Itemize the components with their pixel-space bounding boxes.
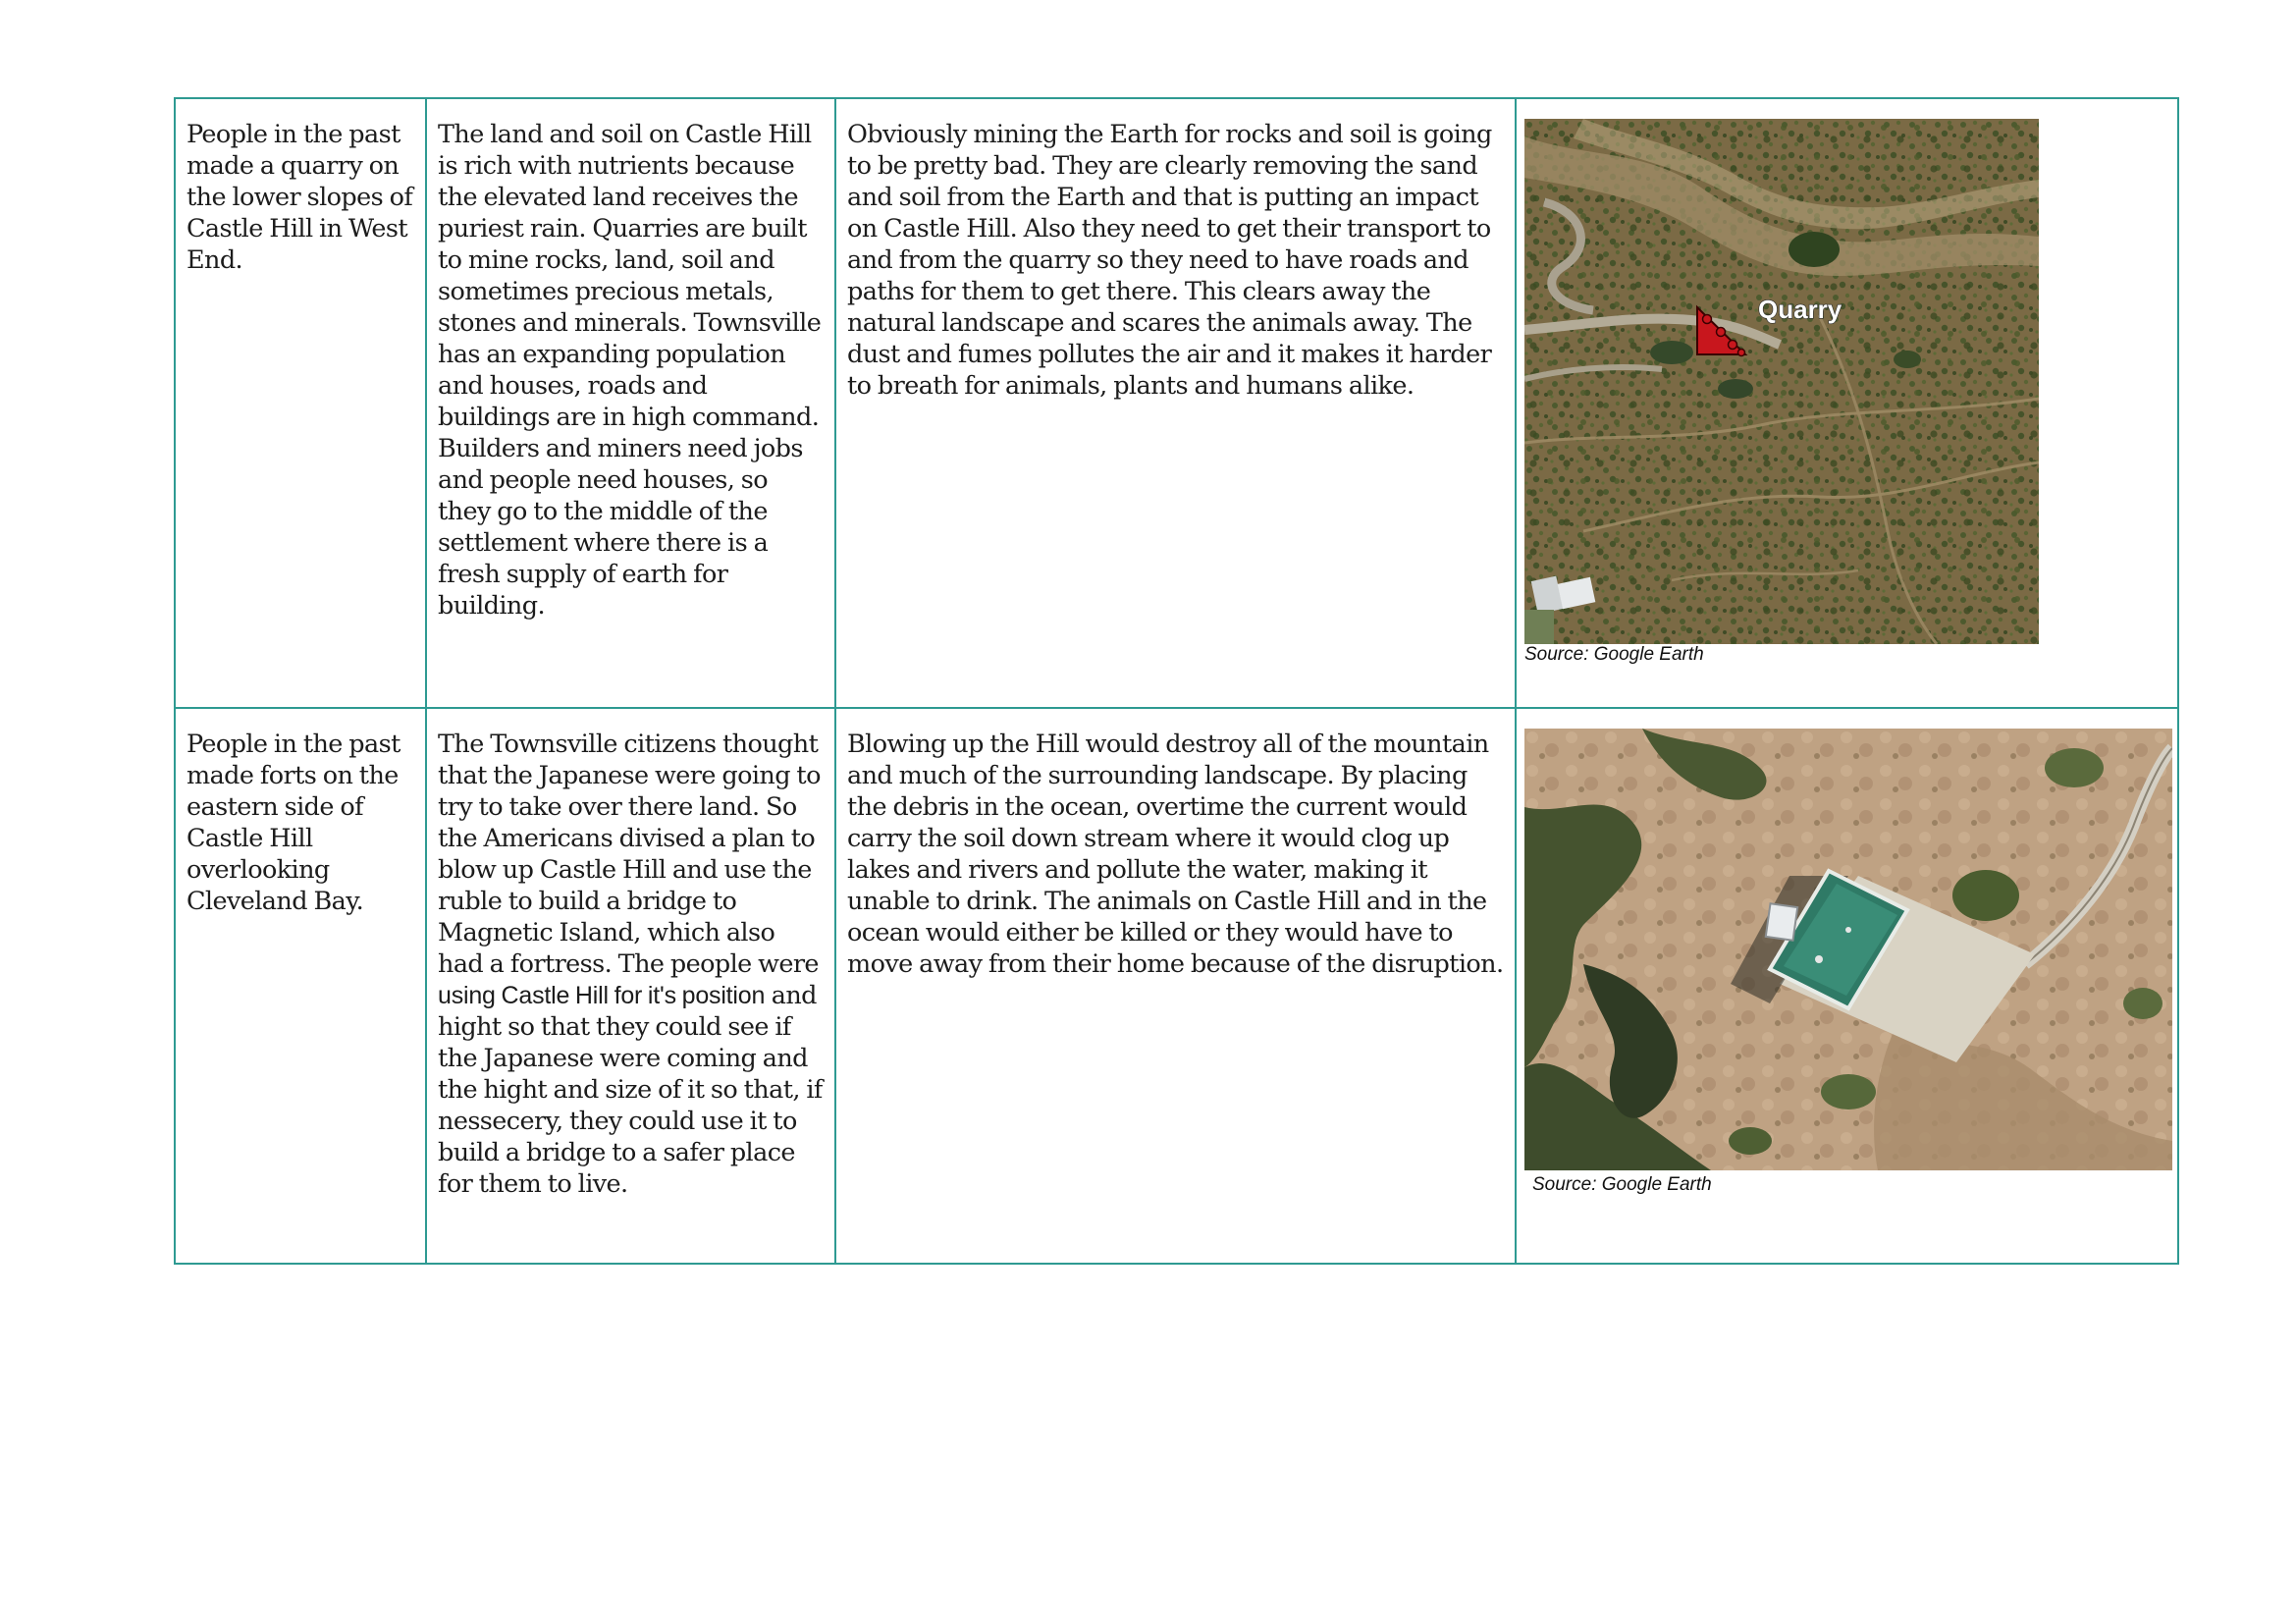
cell-image-forts xyxy=(1516,708,2178,1264)
reason-forts-part3: and hight so that they could see if the Japanese were coming and the hight and size of it so that, if nessecery, they could use it to build a bridge to a safer place for them to live. xyxy=(438,981,823,1199)
cell-history-forts xyxy=(175,708,426,1264)
cell-reason-forts xyxy=(426,708,835,1264)
fort-satellite-image xyxy=(1524,729,2171,1170)
table-row-forts xyxy=(175,708,2178,1264)
reason-forts-part1: The Townsville citizens thought that the Japanese were going to try to take over there land. So the Americans divised a plan to blow up Castle Hill and use the ruble to build a bridge to Magnetic Island, which also had a fortress. The people were xyxy=(438,730,821,979)
impact-quarry-text: Obviously mining the Earth for rocks and soil is going to be pretty bad. They are clearly removing the sand and soil from the Earth and that is putting an impact on Castle Hill. Also they need to get their transport to and from the quarry so they need to have roads and paths for them to get there. This clears away the natural landscape and scares the animals away. The dust and fumes pollutes the air and it makes it harder to breath for animals, plants and humans alike. xyxy=(847,120,1492,401)
image-source-caption: Source: Google Earth xyxy=(1532,1174,1712,1195)
cell-image-quarry xyxy=(1516,98,2178,708)
cell-impact-forts xyxy=(835,708,1516,1264)
reason-quarry-text: The land and soil on Castle Hill is rich with nutrients because the elevated land receives the puriest rain. Quarries are built to mine rocks, land, soil and sometimes precious metals, stones and minerals. Townsville has an expanding population and houses, roads and buildings are in high command. Builders and miners need jobs and people need houses, so they go to the middle of the settlement where there is a fresh supply of earth for building. xyxy=(438,120,822,621)
history-forts-text: People in the past made forts on the eastern side of Castle Hill overlooking Cleveland Bay. xyxy=(187,730,400,916)
image-source-caption: Source: Google Earth xyxy=(1524,644,1704,665)
table-row-quarry xyxy=(175,98,2178,708)
reason-forts-text xyxy=(438,729,825,1200)
quarry-label: Quarry xyxy=(1758,295,1842,324)
reason-forts-part2: using Castle Hill for it's position xyxy=(438,982,766,1009)
cell-impact-quarry xyxy=(835,98,1516,708)
impact-forts-text: Blowing up the Hill would destroy all of the mountain and much of the surrounding landscape. By placing the debris in the ocean, overtime the current would carry the soil down stream where it would clog up lakes and rivers and pollute the water, making it unable to drink. The animals on Castle Hill and in the ocean would either be killed or they would have to move away from their home because of the disruption. xyxy=(847,730,1504,979)
castle-hill-table xyxy=(174,97,2179,1265)
history-quarry-text: People in the past made a quarry on the lower slopes of Castle Hill in West End. xyxy=(187,120,413,275)
cell-history-quarry xyxy=(175,98,426,708)
cell-reason-quarry xyxy=(426,98,835,708)
quarry-satellite-image xyxy=(1524,119,2171,644)
